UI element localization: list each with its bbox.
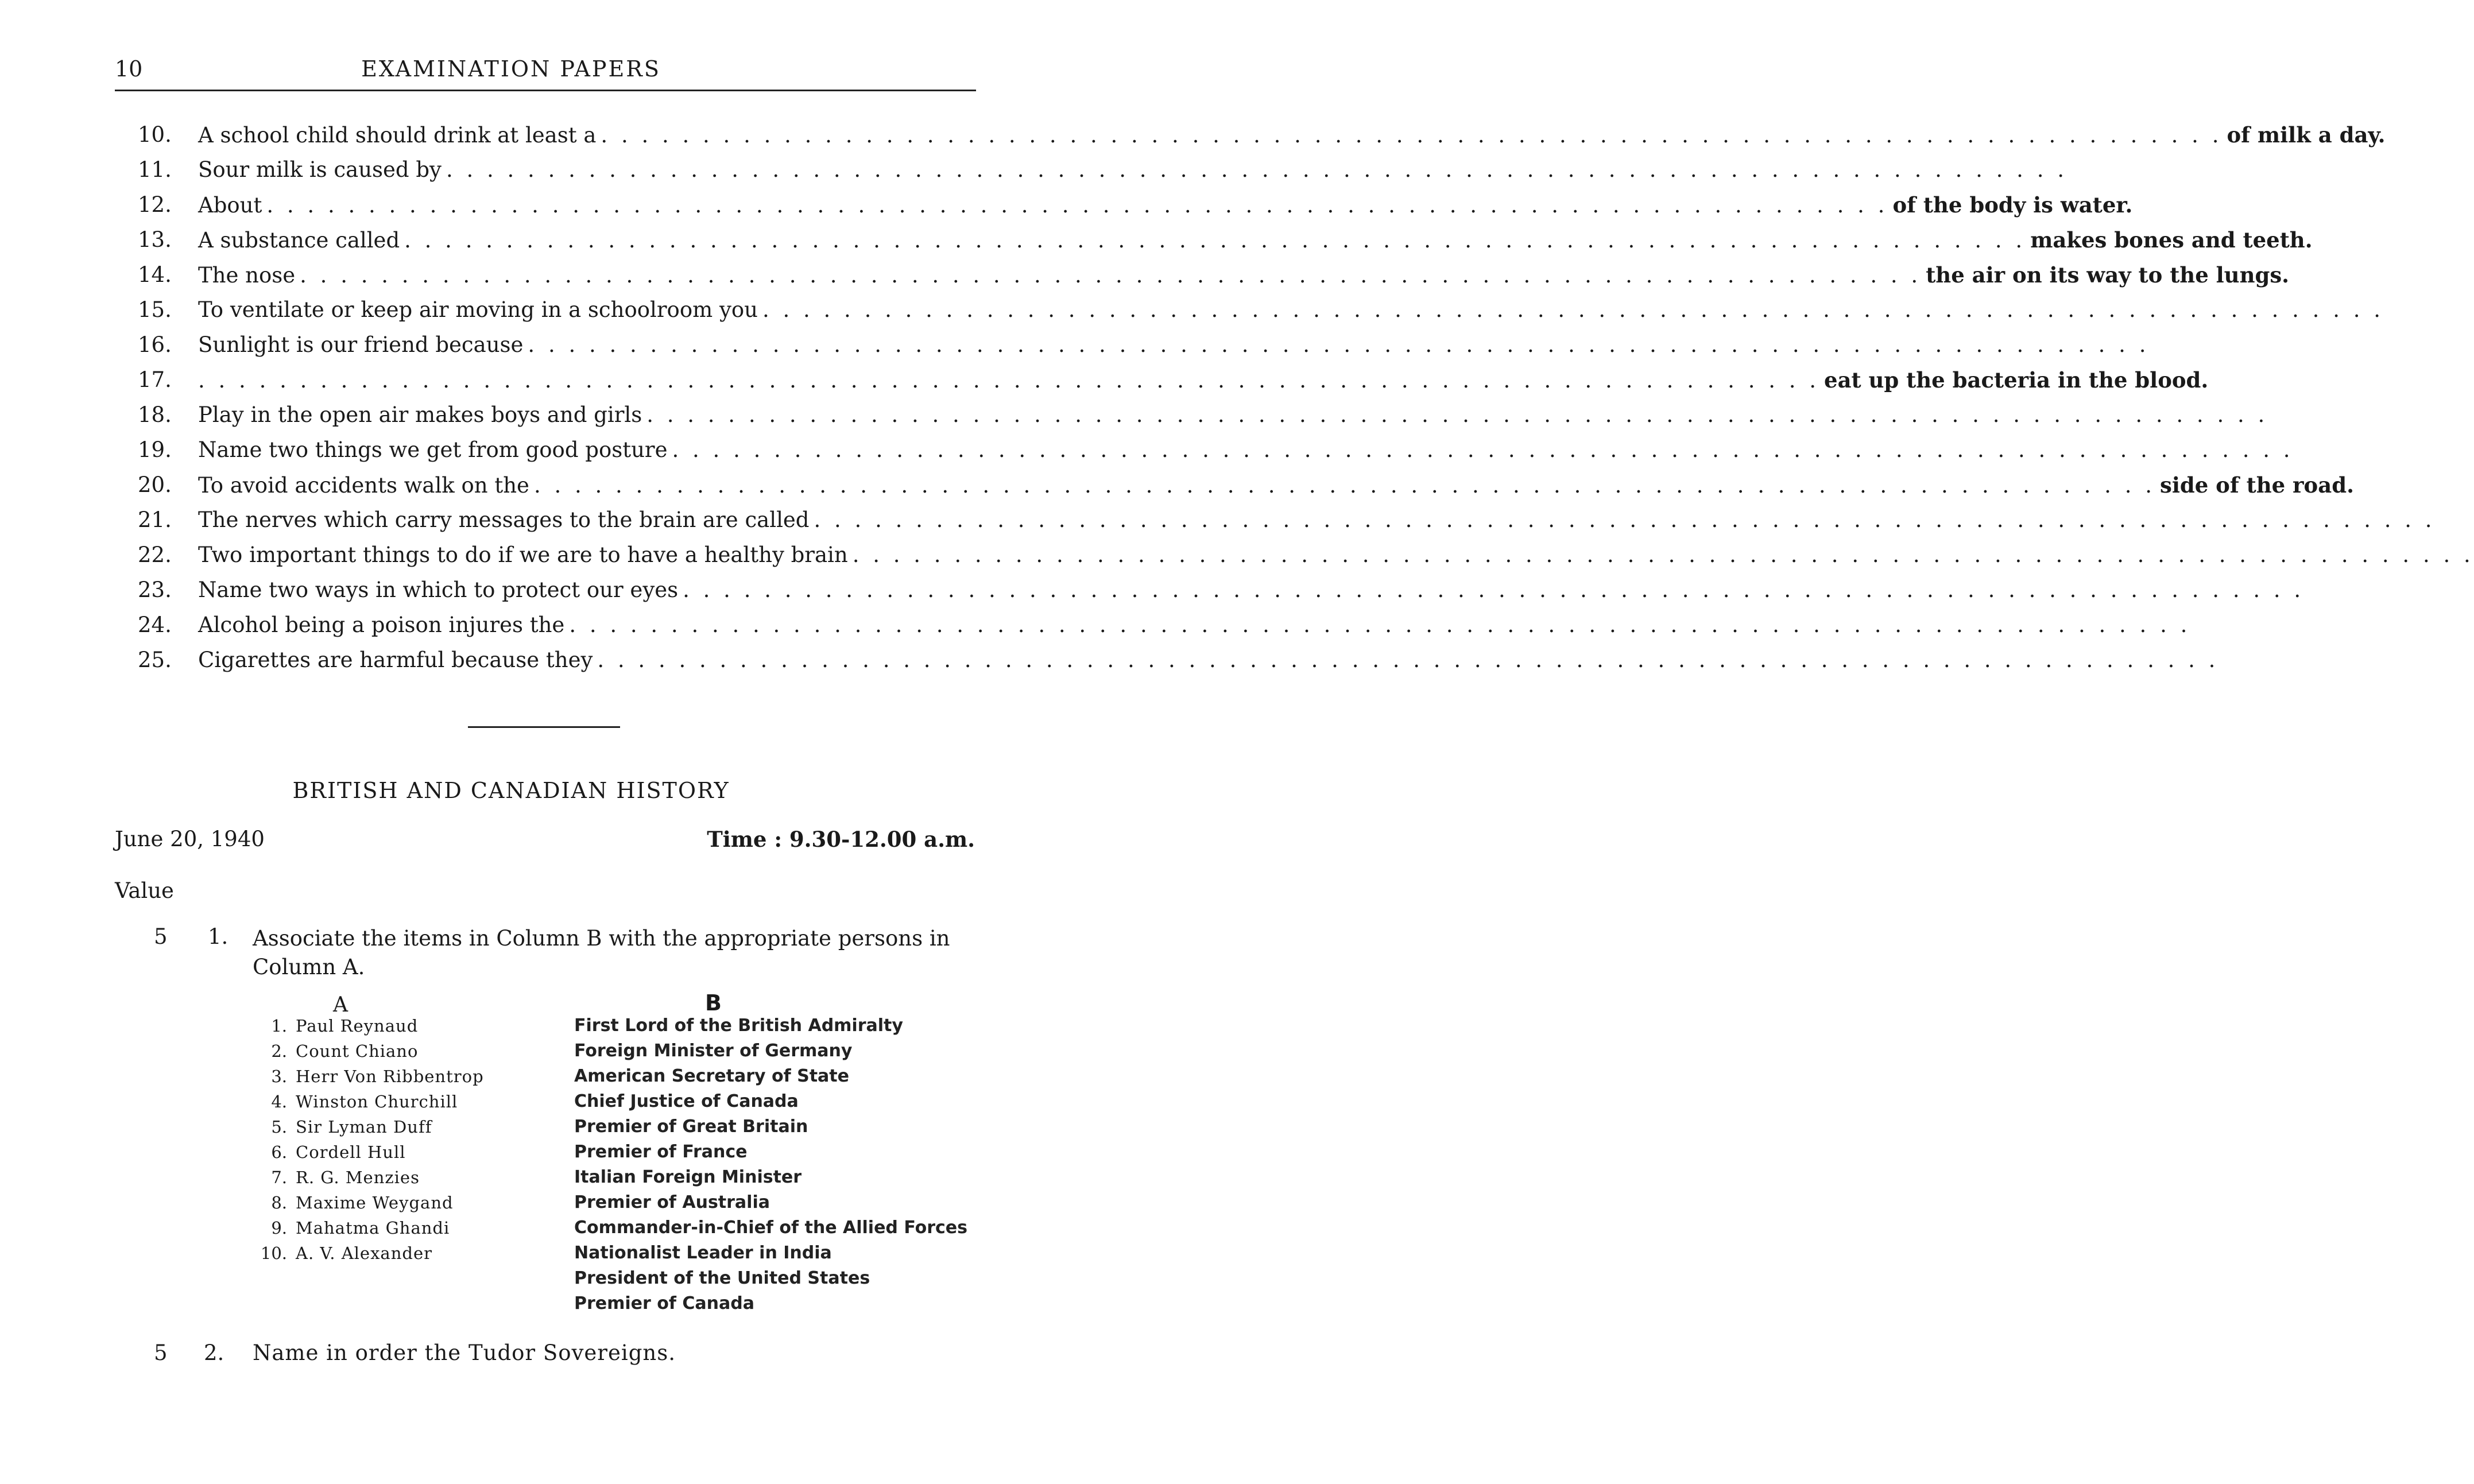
answer-blank: . . . . . . . . . . . . . . . . . . . . . . . . . . . . . . . . . . . . . . . . . . . . . . . . . . . . . . . . . . . . . . . . . . . . . . . . . . . . . . . . [646,402,2268,427]
question-text-before: Name two things we get from good posture [198,437,668,462]
header-rule [115,90,976,91]
question-number: 15. [138,297,172,322]
question-text [198,156,2068,184]
answer-blank: . . . . . . . . . . . . . . . . . . . . . . . . . . . . . . . . . . . . . . . . . . . . . . . . . . . . . . . . . . . . . . . . . . . . . . . . . . . . . . . . [528,332,2150,357]
column-b-item: President of the United States [574,1268,870,1288]
question-number: 17. [138,367,172,392]
column-a-item [253,1114,551,1140]
question-text-before: Name two ways in which to protect our eyes [198,578,679,602]
question-1-value: 5 [154,924,168,949]
column-a-item-name: Mahatma Ghandi [296,1218,450,1238]
column-b-item: Nationalist Leader in India [574,1243,832,1263]
column-a-item-number: 7. [271,1168,287,1187]
question-number: 19. [138,437,172,462]
page-number: 10 [115,56,143,82]
question-2-text: Name in order the Tudor Sovereigns. [253,1340,676,1365]
question-text-before: Play in the open air makes boys and girls [198,402,642,427]
answer-blank: . . . . . . . . . . . . . . . . . . . . . . . . . . . . . . . . . . . . . . . . . . . . . . . . . . . . . . . . . . . . . . . . . . . . . . . . . . . . . . . . [533,473,2155,498]
question-row [138,646,2219,675]
answer-blank: . . . . . . . . . . . . . . . . . . . . . . . . . . . . . . . . . . . . . . . . . . . . . . . . . . . . . . . . . . . . . . . . . . . . . . . . . . . . . . . . [683,578,2305,602]
column-b-item: Chief Justice of Canada [574,1091,799,1111]
answer-blank: . . . . . . . . . . . . . . . . . . . . . . . . . . . . . . . . . . . . . . . . . . . . . . . . . . . . . . . . . . . . . . . . . . . . . . . . . . . . . . . . [597,648,2219,672]
column-a-item-name: Cordell Hull [296,1142,406,1162]
column-a-item [253,1089,551,1114]
question-row [138,401,2268,429]
column-a-item-number: 3. [271,1067,287,1086]
question-number: 24. [138,613,172,637]
question-row [138,576,2305,605]
question-1-number: 1. [208,924,229,949]
question-row [138,611,2191,640]
answer-blank: . . . . . . . . . . . . . . . . . . . . . . . . . . . . . . . . . . . . . . . . . . . . . . . . . . . . . . . . . . . . . . . . . . . . . . . . . . . . . . . . [300,263,1922,288]
question-number: 12. [138,192,172,217]
column-a-item-name: Herr Von Ribbentrop [296,1067,484,1086]
column-a-item-name: Count Chiano [296,1041,419,1061]
answer-blank: . . . . . . . . . . . . . . . . . . . . . . . . . . . . . . . . . . . . . . . . . . . . . . . . . . . . . . . . . . . . . . . . . . . . . . . . . . . . . . . . [404,228,2026,253]
question-text [198,121,2386,150]
column-a-item [253,1190,551,1215]
answer-blank: . . . . . . . . . . . . . . . . . . . . . . . . . . . . . . . . . . . . . . . . . . . . . . . . . . . . . . . . . . . . . . . . . . . . . . . . . . . . . . . . [266,193,1888,218]
question-row [138,471,2354,499]
question-1-text: Associate the items in Column B with the appropriate persons in Column A. [253,926,950,979]
question-text-before: A school child should drink at least a [198,123,597,148]
section-divider [468,726,620,728]
question-row [138,541,2474,569]
question-row [138,436,2294,464]
question-text-after: eat up the bacteria in the blood. [1824,367,2209,393]
question-number: 11. [138,157,172,182]
question-text-before: Cigarettes are harmful because they [198,648,593,672]
answer-blank: . . . . . . . . . . . . . . . . . . . . . . . . . . . . . . . . . . . . . . . . . . . . . . . . . . . . . . . . . . . . . . . . . . . . . . . . . . . . . . . . [569,613,2191,637]
question-row [138,366,2209,394]
answer-blank: . . . . . . . . . . . . . . . . . . . . . . . . . . . . . . . . . . . . . . . . . . . . . . . . . . . . . . . . . . . . . . . . . . . . . . . . . . . . . . . . [672,437,2294,462]
column-a-item-number: 4. [271,1092,287,1111]
column-a-item [253,1215,551,1241]
answer-blank: . . . . . . . . . . . . . . . . . . . . . . . . . . . . . . . . . . . . . . . . . . . . . . . . . . . . . . . . . . . . . . . . . . . . . . . . . . . . . . . . [852,543,2474,567]
question-row [138,331,2150,359]
exam-date: June 20, 1940 [115,827,265,851]
column-a-item [253,1140,551,1165]
question-row [138,191,2133,219]
answer-blank: . . . . . . . . . . . . . . . . . . . . . . . . . . . . . . . . . . . . . . . . . . . . . . . . . . . . . . . . . . . . . . . . . . . . . . . . . . . . . . . . [198,368,1820,393]
question-2-value: 5 [154,1340,168,1365]
column-b-item: Premier of Canada [574,1293,754,1313]
question-2-number: 2. [204,1340,224,1365]
column-a-item [253,1064,551,1089]
question-text [198,191,2133,220]
question-row [138,156,2068,184]
question-text [198,261,2290,290]
column-b-item: Italian Foreign Minister [574,1167,802,1187]
column-a-item-name: R. G. Menzies [296,1168,420,1187]
column-b-item: Premier of France [574,1142,748,1162]
column-a-item-name: Winston Churchill [296,1092,458,1111]
value-column-label: Value [115,878,174,903]
question-row [138,506,2436,534]
column-b-item: Premier of Australia [574,1192,770,1212]
question-text [198,331,2150,359]
question-text-after: of the body is water. [1892,192,2133,218]
column-a-item-number: 5. [271,1117,287,1137]
question-text [198,366,2209,395]
question-text-before: Alcohol being a poison injures the [198,613,565,637]
question-number: 16. [138,332,172,357]
column-a-heading: A [333,993,348,1017]
question-text-before: To avoid accidents walk on the [198,473,529,498]
question-text [198,506,2436,534]
question-number: 13. [138,227,172,252]
question-text-after: of milk a day. [2227,122,2386,148]
column-b-heading: B [705,990,722,1016]
column-a-item-name: A. V. Alexander [296,1243,432,1263]
running-title: EXAMINATION PAPERS [361,56,661,82]
question-number: 14. [138,262,172,287]
column-a-item-number: 10. [260,1243,287,1263]
question-number: 10. [138,122,172,147]
question-number: 21. [138,507,172,532]
column-b-item: American Secretary of State [574,1066,849,1086]
column-b-item: Commander-in-Chief of the Allied Forces [574,1218,968,1238]
question-text [198,296,2384,324]
question-row [138,296,2384,324]
question-text [198,471,2354,500]
column-a-item [253,1241,551,1266]
column-a-item [253,1165,551,1190]
question-text [198,611,2191,640]
question-text-before: Sour milk is caused by [198,157,442,182]
question-text [198,401,2268,429]
question-text-after: the air on its way to the lungs. [1926,262,2290,288]
question-text [198,541,2474,569]
question-text-before: Sunlight is our friend because [198,332,524,357]
column-b-item: Premier of Great Britain [574,1117,808,1137]
answer-blank: . . . . . . . . . . . . . . . . . . . . . . . . . . . . . . . . . . . . . . . . . . . . . . . . . . . . . . . . . . . . . . . . . . . . . . . . . . . . . . . . [601,123,2223,148]
question-number: 18. [138,402,172,427]
column-a-item-number: 1. [271,1016,287,1036]
column-a-item-name: Maxime Weygand [296,1193,454,1212]
column-a-item-number: 9. [271,1218,287,1238]
question-text [198,226,2313,255]
question-row [138,226,2313,254]
exam-time: Time : 9.30-12.00 a.m. [707,827,975,852]
question-row [138,121,2386,149]
question-text [198,436,2294,464]
section-title: BRITISH AND CANADIAN HISTORY [292,778,730,803]
column-a-item-name: Sir Lyman Duff [296,1117,432,1137]
column-a-item [253,1013,551,1039]
question-text-after: side of the road. [2159,472,2354,498]
question-text-before: Two important things to do if we are to have a healthy brain [198,543,848,567]
question-text-before: A substance called [198,228,400,253]
column-a-item-number: 8. [271,1193,287,1212]
column-a-item [253,1039,551,1064]
question-row [138,261,2290,289]
column-a-item-name: Paul Reynaud [296,1016,419,1036]
column-b-item: Foreign Minister of Germany [574,1041,853,1061]
question-text-after: makes bones and teeth. [2030,227,2313,253]
answer-blank: . . . . . . . . . . . . . . . . . . . . . . . . . . . . . . . . . . . . . . . . . . . . . . . . . . . . . . . . . . . . . . . . . . . . . . . . . . . . . . . . [762,297,2384,322]
answer-blank: . . . . . . . . . . . . . . . . . . . . . . . . . . . . . . . . . . . . . . . . . . . . . . . . . . . . . . . . . . . . . . . . . . . . . . . . . . . . . . . . [814,507,2436,532]
question-number: 23. [138,578,172,602]
question-text-before: About [198,193,262,218]
question-text-before: To ventilate or keep air moving in a schoolroom you [198,297,758,322]
question-text [198,646,2219,675]
answer-blank: . . . . . . . . . . . . . . . . . . . . . . . . . . . . . . . . . . . . . . . . . . . . . . . . . . . . . . . . . . . . . . . . . . . . . . . . . . . . . . . . [446,157,2068,182]
question-number: 25. [138,648,172,672]
question-number: 20. [138,472,172,497]
column-a-item-number: 6. [271,1142,287,1162]
column-a-item-number: 2. [271,1041,287,1061]
question-text-before: The nerves which carry messages to the brain are called [198,507,810,532]
question-text [198,576,2305,605]
column-b-item: First Lord of the British Admiralty [574,1016,903,1036]
question-number: 22. [138,543,172,567]
question-text-before: The nose [198,263,296,288]
